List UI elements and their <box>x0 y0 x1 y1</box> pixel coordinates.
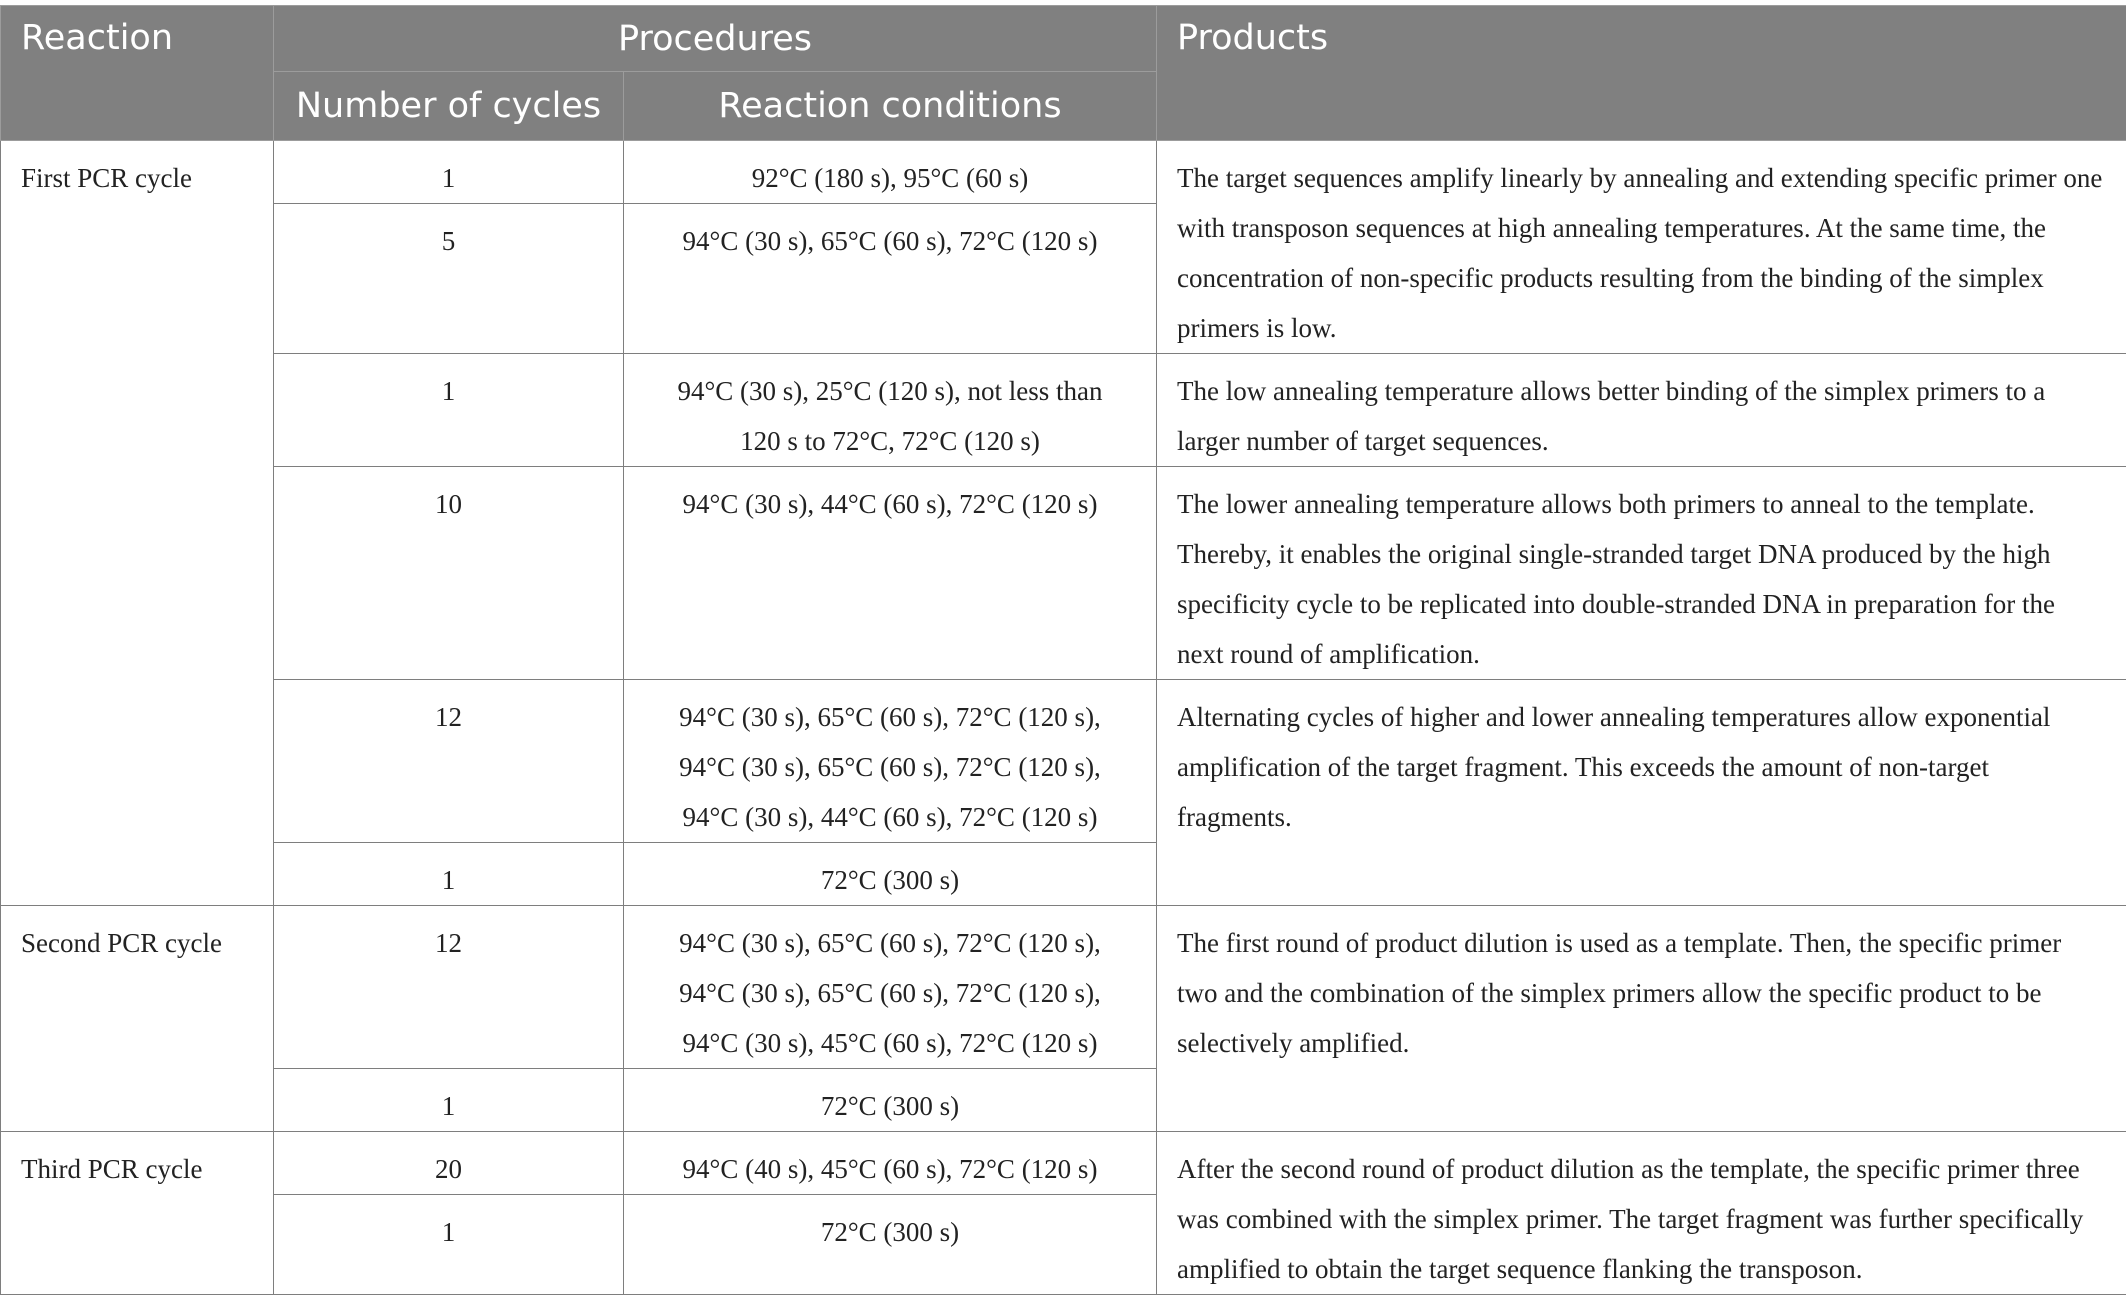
table-row <box>1 1132 2126 1195</box>
condition-line: 94°C (30 s), 65°C (60 s), 72°C (120 s), <box>679 978 1101 1008</box>
products-cell: The target sequences amplify linearly by annealing and extending specific primer one with transposon sequences at high annealing temperatures. At the same time, the concentration of non-specific products resulting from the binding of the simplex primers is low. <box>1157 141 2126 354</box>
conditions-cell <box>624 204 1157 354</box>
reaction-cell: Third PCR cycle <box>1 1132 274 1295</box>
conditions-cell <box>624 906 1157 1069</box>
condition-line: 94°C (30 s), 65°C (60 s), 72°C (120 s) <box>682 226 1098 256</box>
cycles-cell: 1 <box>274 843 624 906</box>
table-row <box>1 680 2126 843</box>
table-row <box>1 906 2126 1069</box>
table-row <box>1 354 2126 467</box>
condition-line: 94°C (30 s), 44°C (60 s), 72°C (120 s) <box>682 802 1098 832</box>
condition-line: 94°C (30 s), 65°C (60 s), 72°C (120 s), <box>679 702 1101 732</box>
cycles-cell: 12 <box>274 680 624 843</box>
header-procedures: Procedures <box>274 6 1157 72</box>
conditions-cell <box>624 680 1157 843</box>
condition-line: 72°C (300 s) <box>820 865 960 895</box>
cycles-cell: 1 <box>274 1195 624 1295</box>
condition-line: 94°C (30 s), 44°C (60 s), 72°C (120 s) <box>682 489 1098 519</box>
products-cell: The lower annealing temperature allows both primers to anneal to the template. Thereby, it enables the original single-stranded target DNA produced by the high specificity cycle to be replicated into double-stranded DNA in preparation for the next round of amplification. <box>1157 467 2126 680</box>
header-reaction: Reaction <box>1 6 274 141</box>
condition-line: 92°C (180 s), 95°C (60 s) <box>751 163 1029 193</box>
conditions-cell <box>624 1069 1157 1132</box>
conditions-cell <box>624 141 1157 204</box>
cycles-cell: 20 <box>274 1132 624 1195</box>
reaction-cell: First PCR cycle <box>1 141 274 906</box>
cycles-cell: 12 <box>274 906 624 1069</box>
condition-line: 94°C (30 s), 65°C (60 s), 72°C (120 s), <box>679 928 1101 958</box>
conditions-cell <box>624 843 1157 906</box>
condition-line: 72°C (300 s) <box>820 1091 960 1121</box>
condition-line: 94°C (30 s), 65°C (60 s), 72°C (120 s), <box>679 752 1101 782</box>
header-products: Products <box>1157 6 2126 141</box>
products-cell: The first round of product dilution is used as a template. Then, the specific primer two and the combination of the simplex primers allow the specific product to be selectively amplified. <box>1157 906 2126 1132</box>
table-row <box>1 467 2126 680</box>
cycles-cell: 1 <box>274 1069 624 1132</box>
condition-line: 94°C (30 s), 25°C (120 s), not less than <box>677 376 1103 406</box>
conditions-cell <box>624 467 1157 680</box>
cycles-cell: 10 <box>274 467 624 680</box>
condition-line: 94°C (30 s), 45°C (60 s), 72°C (120 s) <box>682 1028 1098 1058</box>
reaction-cell: Second PCR cycle <box>1 906 274 1132</box>
header-reaction-conditions: Reaction conditions <box>624 72 1157 141</box>
conditions-cell <box>624 1132 1157 1195</box>
cycles-cell: 1 <box>274 141 624 204</box>
products-cell: Alternating cycles of higher and lower annealing temperatures allow exponential amplification of the target fragment. This exceeds the amount of non-target fragments. <box>1157 680 2126 906</box>
pcr-procedure-table <box>0 5 2126 1295</box>
cycles-cell: 5 <box>274 204 624 354</box>
cycles-cell: 1 <box>274 354 624 467</box>
conditions-cell <box>624 354 1157 467</box>
products-cell: The low annealing temperature allows better binding of the simplex primers to a larger number of target sequences. <box>1157 354 2126 467</box>
condition-line: 72°C (300 s) <box>820 1217 960 1248</box>
condition-line: 120 s to 72°C, 72°C (120 s) <box>740 426 1040 456</box>
table-row <box>1 141 2126 204</box>
header-number-of-cycles: Number of cycles <box>274 72 624 141</box>
products-cell: After the second round of product dilution as the template, the specific primer three was combined with the simplex primer. The target fragment was further specifically amplified to obtain the target sequence flanking the transposon. <box>1157 1132 2126 1295</box>
conditions-cell <box>624 1195 1157 1295</box>
condition-line: 94°C (40 s), 45°C (60 s), 72°C (120 s) <box>682 1154 1098 1184</box>
